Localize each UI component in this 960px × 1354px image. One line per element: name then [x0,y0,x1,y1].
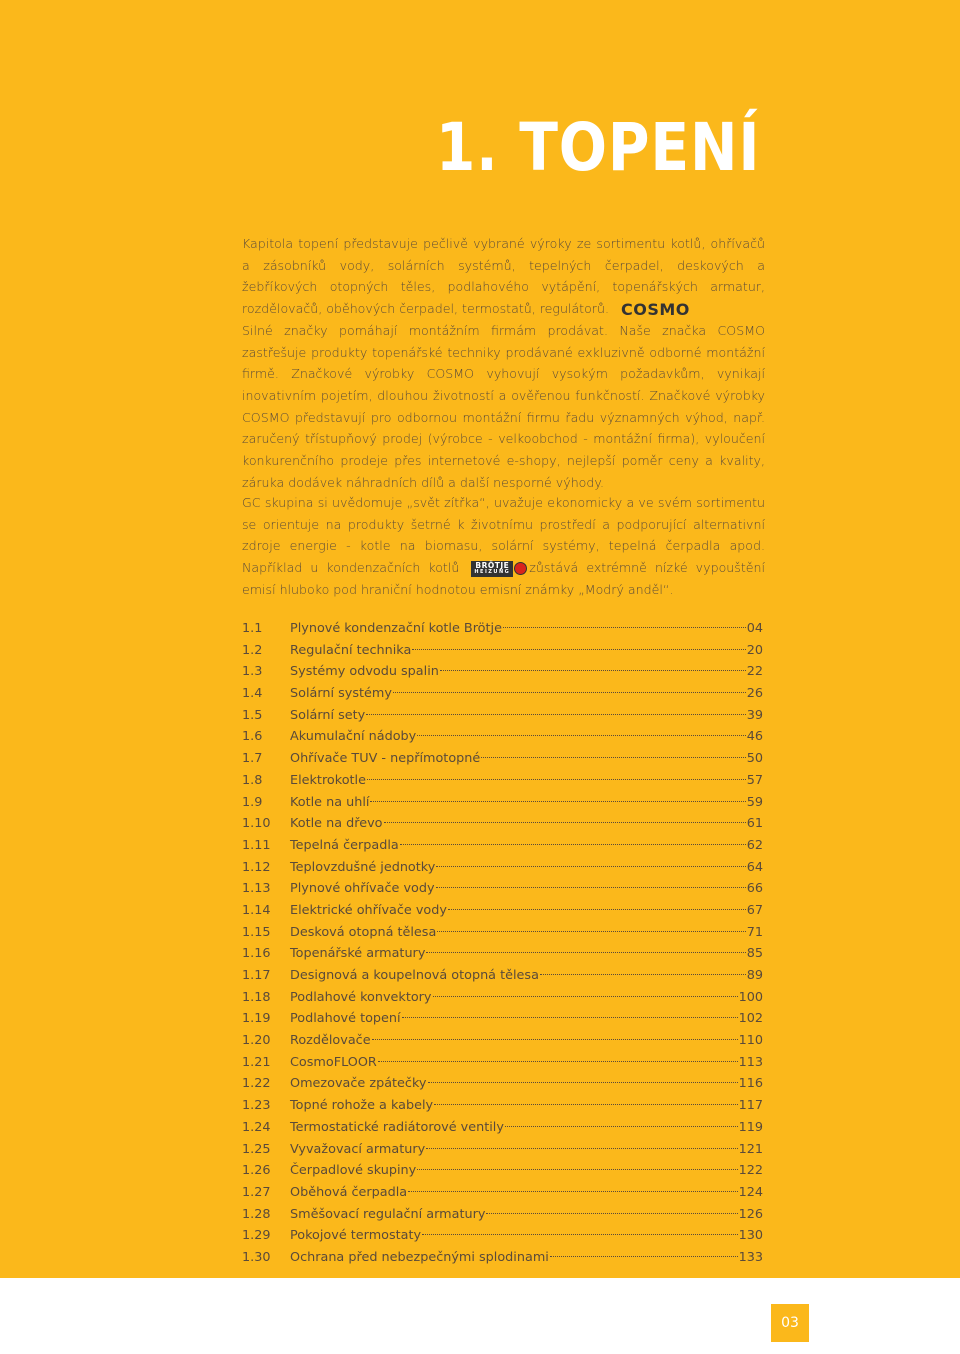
toc-number: 1.29 [242,1228,271,1244]
toc-leader [400,844,746,845]
toc-number: 1.23 [242,1098,271,1114]
toc-number: 1.30 [242,1249,271,1265]
toc-row[interactable] [242,900,763,922]
toc-row[interactable] [242,1225,763,1247]
toc-row[interactable] [242,770,763,792]
toc-row[interactable] [242,1117,763,1139]
toc-leader [408,1191,737,1192]
toc-leader [426,952,745,953]
toc-page-number: 61 [746,816,763,832]
toc-page-number: 59 [746,794,763,810]
toc-title: Omezovače zpátečky [290,1076,427,1092]
toc-row[interactable] [242,987,763,1009]
gc-part2: zůstává extrémně nízké vypouštění emisí hluboko pod hraniční hodnotou emisní známky „Modrý anděl“. [242,560,765,597]
toc-page-number: 66 [746,881,763,897]
toc-title: Solární systémy [290,686,392,702]
toc-row[interactable] [242,1030,763,1052]
toc-page-number: 133 [738,1249,763,1265]
toc-leader [433,996,738,997]
toc-title: Termostatické radiátorové ventily [290,1119,504,1135]
brotje-dot-icon [514,562,527,575]
toc-title: Regulační technika [290,642,412,658]
toc-number: 1.18 [242,989,271,1005]
toc-leader [505,1126,738,1127]
toc-row[interactable] [242,922,763,944]
toc-page-number: 39 [746,707,763,723]
toc-row[interactable] [242,813,763,835]
toc-title: CosmoFLOOR [290,1054,377,1070]
toc-row[interactable] [242,857,763,879]
toc-number: 1.12 [242,859,271,875]
toc-row[interactable] [242,748,763,770]
toc-page-number: 126 [738,1206,763,1222]
toc-leader [412,649,745,650]
toc-page-number: 113 [738,1054,763,1070]
toc-title: Designová a koupelnová otopná tělesa [290,968,539,983]
toc-title: Směšovací regulační armatury [290,1206,486,1222]
toc-number: 1.17 [242,968,271,983]
toc-title: Akumulační nádoby [290,729,417,745]
toc-title: Čerpadlové skupiny [290,1163,417,1179]
toc-number: 1.3 [242,664,263,680]
toc-page-number: 124 [738,1184,763,1200]
toc-number: 1.25 [242,1141,271,1157]
toc-leader [428,1082,738,1083]
toc-number: 1.19 [242,1011,271,1027]
toc-number: 1.16 [242,946,271,962]
toc-page-number: 116 [738,1076,763,1092]
toc-title: Topenářské armatury [290,946,426,962]
toc-leader [417,1169,737,1170]
toc-leader [372,1039,738,1040]
toc-page-number: 71 [746,924,763,940]
intro-part1: Kapitola topení představuje pečlivě vybrané výroky ze sortimentu kotlů, ohřívačů a zásobníků vody, solárních systémů, tepelných čerpadel, deskových a žebříkových otopných těles, podlahového vytápění, topenářských armatur, rozdělovačů, oběhových čerpadel, termostatů, regulátorů. [242,236,765,317]
toc-number: 1.13 [242,881,271,897]
toc-leader [550,1256,738,1257]
toc-title: Rozdělovače [290,1033,371,1049]
intro-part2: Silné značky pomáhají montážním firmám prodávat. Naše značka COSMO zastřešuje produkty topenářské techniky prodávané exkluzivně odborné montážní firmě. Značkové výrobky COSMO vyhovují vysokým požadavkům, vynikají inovativním pojetím, dlouhou životností a ověřenou funkčností. Značkové výrobky COSMO představují pro odbornou montážní firmu řadu významných výhod, např. zaručený třístupňový prodej (výrobce - velkoobchod - montážní firma), vyloučení konkurenčního prodeje přes internetové e-shopy, nejlepší poměr ceny a kvality, záruka dodávek náhradních dílů a další nesporné výhody. [242,322,765,490]
toc-title: Vyvažovací armatury [290,1141,426,1157]
toc-leader [378,1061,738,1062]
toc-title: Elektrické ohřívače vody [290,902,447,918]
toc-leader [437,931,745,932]
toc-page-number: 117 [738,1098,763,1114]
toc-row[interactable] [242,640,763,662]
toc-title: Elektrokotle [290,772,366,788]
toc-leader [448,909,746,910]
toc-leader [434,1104,737,1105]
toc-title: Kotle na uhlí [290,794,370,810]
toc-page-number: 110 [738,1033,763,1049]
toc-leader [370,801,745,802]
toc-number: 1.15 [242,924,271,940]
toc-number: 1.5 [242,707,263,723]
toc-row[interactable] [242,705,763,727]
toc-number: 1.27 [242,1184,271,1200]
toc-number: 1.7 [242,751,263,767]
gc-text [242,492,765,601]
toc-row[interactable] [242,965,763,987]
brotje-logo-sub: HEIZUNG [474,568,511,575]
toc-page-number: 50 [746,751,763,767]
toc-title: Teplovzdušné jednotky [290,859,436,875]
toc-row[interactable] [242,943,763,965]
toc-page-number: 121 [738,1141,763,1157]
toc-row[interactable] [242,1052,763,1074]
toc-row[interactable] [242,1073,763,1095]
toc-leader [402,1017,738,1018]
intro-text [242,233,765,493]
toc-leader [367,779,746,780]
toc-page-number: 64 [746,859,763,875]
toc-leader [417,735,745,736]
toc-title: Tepelná čerpadla [290,837,399,853]
brotje-logo-box [471,561,513,577]
toc-title: Podlahové topení [290,1011,401,1027]
toc-page-number: 102 [738,1011,763,1027]
toc-title: Systémy odvodu spalin [290,664,439,680]
toc-row[interactable] [242,1139,763,1161]
toc-title: Desková otopná tělesa [290,924,437,940]
toc-leader [481,757,745,758]
toc-row[interactable] [242,878,763,900]
toc-page-number: 130 [738,1228,763,1244]
toc-page-number: 100 [738,989,763,1005]
toc-number: 1.22 [242,1076,271,1092]
toc-row[interactable] [242,1008,763,1030]
intro-paragraph [242,233,765,493]
gc-part1: GC skupina si uvědomuje „svět zítřka“, uvažuje ekonomicky a ve svém sortimentu se orientuje na produkty šetrné k životnímu prostředí a podporující alternativní zdroje energie - kotle na biomasu, solární systémy, tepelná čerpadla apod. Například u kondenzačních kotlů [242,495,765,576]
toc-title: Topné rohože a kabely [290,1098,434,1114]
toc-leader [503,627,746,628]
toc-number: 1.28 [242,1206,271,1222]
toc-page-number: 57 [746,772,763,788]
toc-leader [422,1234,737,1235]
toc-row[interactable] [242,726,763,748]
toc-page-number: 62 [746,837,763,853]
toc-row[interactable] [242,1204,763,1226]
toc-leader [366,714,745,715]
toc-number: 1.11 [242,837,271,853]
toc-page-number: 122 [738,1163,763,1179]
toc-leader [384,822,746,823]
table-of-contents [242,618,763,1269]
toc-number: 1.14 [242,902,271,918]
toc-row[interactable] [242,1247,763,1269]
toc-title: Podlahové konvektory [290,989,432,1005]
toc-row[interactable] [242,618,763,640]
toc-row[interactable] [242,792,763,814]
toc-page-number: 67 [746,902,763,918]
toc-leader [436,866,745,867]
toc-page-number: 20 [746,642,763,658]
toc-number: 1.4 [242,686,263,702]
toc-leader [436,887,746,888]
toc-row[interactable] [242,1160,763,1182]
toc-number: 1.9 [242,794,263,810]
toc-page-number: 119 [738,1119,763,1135]
toc-row[interactable] [242,661,763,683]
cosmo-logo: COSMO [620,299,690,319]
toc-number: 1.2 [242,642,263,658]
toc-row[interactable] [242,1182,763,1204]
toc-page-number: 46 [746,729,763,745]
brotje-logo-main: BRÖTJE [475,560,510,570]
toc-title: Kotle na dřevo [290,816,383,832]
toc-number: 1.20 [242,1033,271,1049]
toc-number: 1.8 [242,772,263,788]
toc-page-number: 89 [746,968,763,983]
toc-title: Ochrana před nebezpečnými splodinami [290,1249,549,1265]
toc-number: 1.21 [242,1054,271,1070]
toc-number: 1.24 [242,1119,271,1135]
toc-leader [440,670,746,671]
toc-leader [540,974,746,975]
toc-number: 1.26 [242,1163,271,1179]
toc-row[interactable] [242,683,763,705]
toc-number: 1.10 [242,816,271,832]
toc-leader [393,692,746,693]
chapter-title: 1. TOPENÍ [435,109,760,186]
toc-page-number: 22 [746,664,763,680]
toc-row[interactable] [242,1095,763,1117]
gc-paragraph [242,492,765,601]
page-number: 03 [771,1304,809,1342]
toc-title: Oběhová čerpadla [290,1184,408,1200]
toc-title: Plynové ohřívače vody [290,881,435,897]
toc-number: 1.1 [242,621,263,636]
brotje-logo [471,561,527,576]
toc-leader [426,1148,737,1149]
toc-page-number: 26 [746,686,763,702]
toc-row[interactable] [242,835,763,857]
toc-number: 1.6 [242,729,263,745]
toc-leader [486,1213,737,1214]
toc-title: Ohřívače TUV - nepřímotopné [290,751,481,767]
toc-page-number: 04 [746,621,763,636]
toc-title: Pokojové termostaty [290,1228,422,1244]
toc-page-number: 85 [746,946,763,962]
toc-title: Plynové kondenzační kotle Brötje [290,621,502,636]
toc-title: Solární sety [290,707,366,723]
